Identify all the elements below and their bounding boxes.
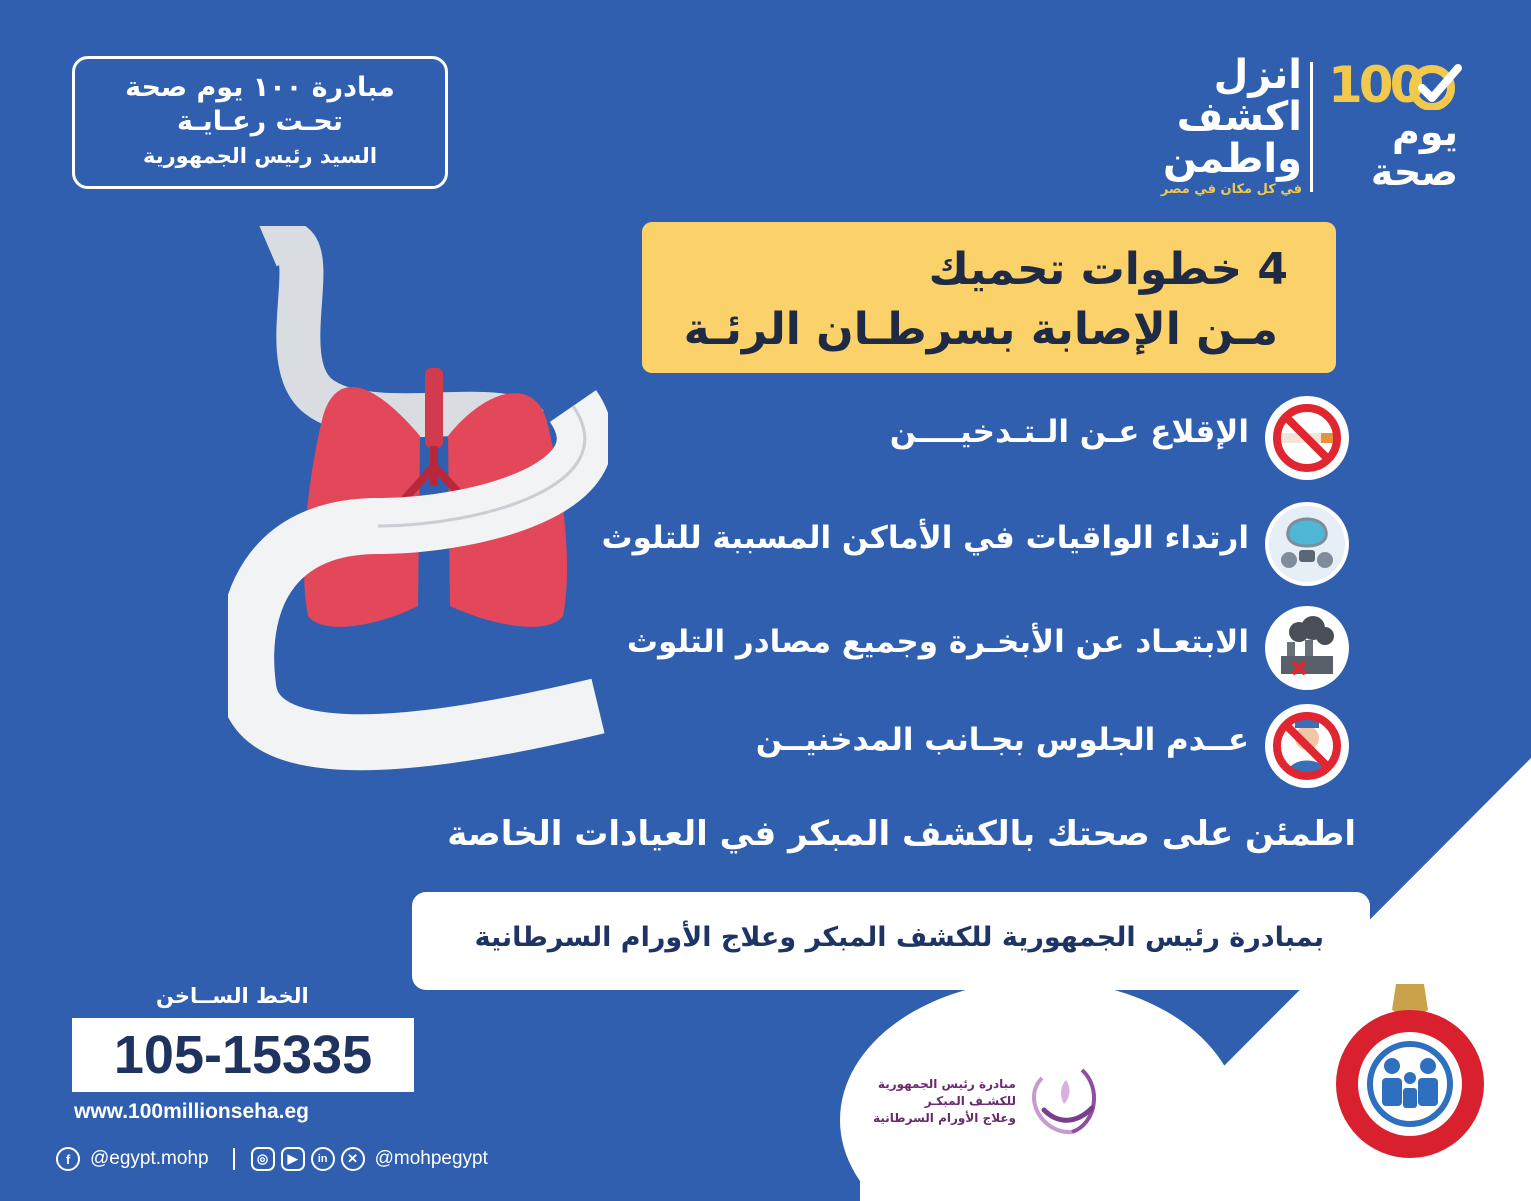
tagline: اطمئن على صحتك بالكشف المبكر في العيادات الخاصة [447, 814, 1356, 854]
title-line1: 4 خطوات تحميك [928, 244, 1288, 295]
hands-ribbon-logo-icon [1022, 1058, 1108, 1144]
slogan-sub: في كل مكان في مصر [1160, 182, 1302, 197]
step-4-label: عــدم الجلوس بجـانب المدخنيــن [755, 722, 1249, 758]
step-1 [649, 396, 1349, 480]
hotline-number[interactable]: 105-15335 [72, 1018, 414, 1092]
facebook-handle[interactable]: @egypt.mohp [90, 1148, 209, 1169]
title-box [642, 222, 1336, 373]
org-line1: مبادرة رئيس الجمهورية [877, 1077, 1016, 1091]
step-3-label: الابتعـاد عن الأبخـرة وجميع مصادر التلوث [626, 624, 1249, 660]
title-line2: مـن الإصابة بسرطـان الرئـة [683, 304, 1278, 355]
linkedin-icon[interactable]: in [311, 1147, 335, 1171]
org-line2: للكشـف المبكـر [924, 1094, 1016, 1108]
website-link[interactable]: www.100millionseha.eg [74, 1100, 309, 1123]
factory-pollution-icon [1265, 606, 1349, 690]
step-1-label: الإقلاع عـن الـتـدخيــــن [889, 414, 1249, 450]
instagram-icon[interactable]: ◎ [251, 1147, 275, 1171]
initiative-box [72, 56, 448, 189]
cta-box: بمبادرة رئيس الجمهورية للكشف المبكر وعلاج الأورام السرطانية [412, 892, 1370, 990]
initiative-line2: تحـت رعـايـة [177, 106, 343, 137]
org-text [866, 1076, 1016, 1127]
initiative-line1: مبادرة ١٠٠ يوم صحة [125, 72, 395, 103]
checkmark-icon [1408, 62, 1462, 110]
lungs-ribbon-illustration [228, 226, 608, 772]
logo-word: يوم صحة [1370, 110, 1458, 194]
gas-mask-icon [1265, 502, 1349, 586]
social-separator [233, 1148, 235, 1170]
slogan-line1: انزل [1213, 52, 1302, 98]
social-bar [56, 1144, 496, 1174]
other-handle[interactable]: @mohpegypt [374, 1148, 488, 1169]
logo-number: 100 [1328, 56, 1421, 114]
org-line3: وعلاج الأورام السرطانية [873, 1111, 1016, 1125]
step-2-label: ارتداء الواقيات في الأماكن المسببة للتلوث [601, 520, 1249, 556]
slogan [1130, 54, 1302, 197]
slogan-line2: اكشف [1176, 94, 1302, 140]
youtube-icon[interactable]: ▶ [281, 1147, 305, 1171]
slogan-line3: واطمن [1162, 136, 1302, 182]
step-3 [626, 606, 1349, 690]
x-icon[interactable]: ✕ [341, 1147, 365, 1171]
hotline-label: الخط الســاخن [156, 984, 309, 1008]
no-smoking-icon [1265, 396, 1349, 480]
initiative-line3: السيد رئيس الجمهورية [142, 144, 378, 168]
step-4 [649, 704, 1349, 788]
facebook-icon[interactable]: f [56, 1147, 80, 1171]
step-2 [601, 502, 1349, 586]
no-smokers-nearby-icon [1265, 704, 1349, 788]
ministry-health-logo-icon [1330, 980, 1490, 1160]
logo-divider [1310, 62, 1313, 192]
